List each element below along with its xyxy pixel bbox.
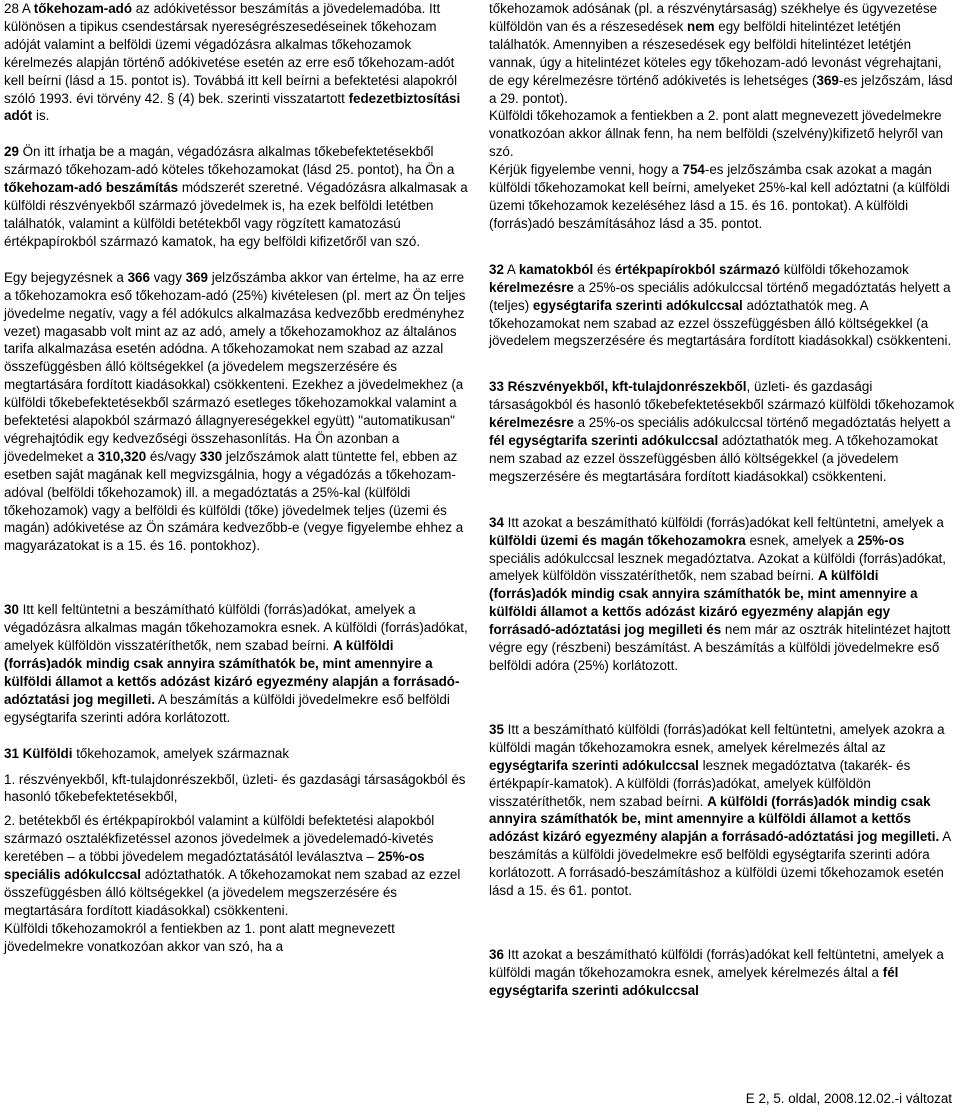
p32-text: külföldi tőkehozamok [780,261,909,277]
p29-number: 29 [4,144,19,160]
p28-text: tőkehozam-adót kell beírni (lásd a 15. pontot is). Továbbá itt kell beírni a befektetési alapokról szóló 1993. évi törvény 42. § (4) bek. szerinti visszatartott [4,54,458,106]
p30-text: Itt kell feltüntetni a beszámítható külföldi (forrás)adókat, amelyek a végadózásra alkalmas magán tőkehozamokra esnek. A külföldi (forrás)adókat, amelyek külföldön visszatéríthetők, nem szabad beírni. [4,602,468,654]
p31-text: tőkehozamok, amelyek származnak [72,745,290,761]
p34-text: esnek, amelyek a [745,532,858,548]
p34-bold: külföldi üzemi és magán tőkehozamokra [489,532,746,548]
p35-text: Itt a beszámítható külföldi (forrás)adókat kell feltüntetni, amelyek azokra a külföldi magán tőkehozamokra esnek, amelyek kérelmezés által az [489,721,945,755]
p35-number: 35 [489,721,504,737]
p33-bold: Részvényekből, kft-tulajdonrészekből [503,379,747,395]
p31-item2-text: 2. betétekből és értékpapírokból valamint a külföldi befektetési alapokból származó osztalékfizetéssel azonos jövedelmek a jövedelemadó-kivetés keretében – a többi jövedelem megadóztatásától leválasztva – [4,813,435,865]
paragraph-32 [489,261,957,351]
paragraph-34 [489,514,957,675]
p28-text: is. [32,108,50,124]
p34-bold: A külföldi (forrás)adók mindig csak annyira számíthatók be, mint amennyire a külföldi államot a kettős adózást kizáró egyezmény alapján egy forrásadó-adóztatási jog megilleti és [489,568,918,638]
p34-text: nem már az osztrák hitelintézet hajtott végre egy (részbeni) beszámítást. A beszámítás a külföldi jövedelmekre eső belföldi adóra (25%) korlátozott. [489,622,951,673]
p34-number: 34 [489,514,504,530]
p35-bold: A külföldi (forrás)adók mindig csak annyira számíthatók be, mint amennyire a külföldi államot a kettős adózást kizáró egyezmény alapján a forrásadó-adóztatási jog megilleti. [489,793,940,845]
p36-number: 36 [489,946,504,962]
p29-text: Ön itt írhatja be a magán, végadózásra alkalmas tőkebefektetésekből származó tőkehozam-adó köteles tőkehozamokat (lásd 25. pontot), ha Ön a [4,144,455,178]
paragraph-35 [489,721,957,900]
continuation-text: egy belföldi hitelintézet letétjén találhatók. Amennyiben a részesedések egy belföldi hitelintézet letétjén vannak, úgy a hitelintézet köteles egy tőkehozam-adó levonást végrehajtani, de egy kérelmezésre történő adókivetés is lehetséges ( [489,18,942,88]
p31-bold: Külföldi [18,745,73,761]
continuation-bold: 754 [682,162,705,178]
p36-text: Itt azokat a beszámítható külföldi (forrás)adókat kell feltüntetni, amelyek a külföldi magán tőkehozamokra esnek, amelyek kérelmezés által a [489,946,944,980]
p35-bold: egységtarifa szerinti adókulccsal [489,757,699,773]
p32-text: a 25%-os speciális adókulccsal történő megadóztatás helyett a (teljes) [489,279,951,313]
paragraph-31-item-1: 1. részvényekből, kft-tulajdonrészekből, üzleti- és gazdasági társaságokból és hasonló tőkebefektetésekből, [4,771,466,805]
notice-bold: 310,320 [97,448,147,464]
paragraph-notice [4,269,472,556]
paragraph-31-tail: Külföldi tőkehozamokról a fentiekben az 1. pont alatt megnevezett jövedelmekre vonatkozóan akkor van szó, ha a [4,920,395,954]
p32-bold: kamatokból [518,261,594,277]
paragraph-29 [4,143,472,250]
p36-bold: fél egységtarifa szerinti adókulccsal [489,964,899,998]
left-column [4,0,472,956]
p32-number: 32 [489,261,504,277]
p31-number: 31 [4,745,19,761]
continuation-text: -es jelzőszám, lásd a 29. pontot). [489,72,953,106]
p32-bold: egységtarifa szerinti adókulccsal [532,297,743,313]
p32-text: adóztathatók meg. A tőkehozamokat nem szabad az ezzel összefüggésben álló költségekkel (a jövedelem megszerzésére és megtartására fordított kiadásokkal) csökkenteni. [489,297,952,349]
p31-item2-text: adóztathatók. A tőkehozamokat nem szabad az ezzel összefüggésben álló költségekkel (a jövedelem megszerzésére és megtartására fordított kiadásokkal) csökkenteni. [4,867,461,918]
p28-text: jövedelemadóba. Itt különösen a tipikus csendestársak nyereségrészesedéseinek tőkehozam adóját valamint a belföldi üzemi végadózásra alkalmas tőkehozamok kérelmezés alapján történő adókivetése esetén az erre eső [4,1,441,70]
p33-bold: fél egységtarifa szerinti adókulccsal [489,433,719,449]
continuation-text: Kérjük figyelembe venni, hogy a [489,162,683,178]
continuation-text: -es jelzőszámba csak azokat a magán külföldi tőkehozamokat kell beírni, amelyeket 25%-kal kell adóztatni (a külföldi üzemi tőkehozamok kezeléséhez lásd a 15. és 16. pontokat). A külföldi (forrás)adó beszámításához lásd a 35. pontot. [489,162,950,231]
p32-text: és [593,261,615,277]
p28-text: 28 A [4,1,34,16]
right-column [489,0,957,1000]
p33-number: 33 [489,379,504,395]
p30-bold: A külföldi (forrás)adók mindig csak annyira számíthatók be, mint amennyire a külföldi államot a kettős adózást kizáró egyezmény alapján a forrásadó-adóztatási jog megilleti. [4,638,460,707]
paragraph-30 [4,601,472,726]
continuation-bold: 369 [816,72,839,88]
notice-text: jelzőszámba akkor van értelme, ha az erre a tőkehozamokra eső tőkehozam-adó (25%) kivételesen (pl. mert az Ön teljes jövedelme negatív, vagy a fél adókulcs alkalmazása kedvezőbb eredményhez vezet) magasabb volt mint az az adó, amely a tőkehozamokhoz az általános tarifa alkalmazása esetén adódna. A tőkehozamokat nem szabad az azzal összefüggésben álló költségekkel (a jövedelem megszerzésére és megtartására fordított kiadásokkal) csökkenteni. Ezekhez a jövedelmekhez (a külföldi tőkebefektetésekből származó esetleges tőkehozamokkal valamint a befektetési alapokból származó állagnyereségekkel együtt) "automatikusan" végrehajtódik egy kedvezőségi összehasonlítás. Ha Ön azonban a jövedelmeket a [4,269,466,464]
p30-number: 30 [4,602,19,618]
continuation-bold: nem [687,18,715,34]
paragraph-36 [489,946,957,1000]
notice-bold: 330 [199,448,223,464]
page-footer: E 2, 5. oldal, 2008.12.02.-i változat [745,1091,952,1106]
notice-text: és/vagy [146,448,200,464]
notice-text: jelzőszámok alatt tüntette fel, ebben az esetben saját magának kell megvizsgálnia, hogy a végadózás a tőkehozam-adóval (belföldi tőkehozamok) ill. a megadóztatás a 25%-kal (külföldi tőkehozamok) vagy a belföldi és külföldi (tőke) jövedelmek teljes (üzemi és magán) adókivetése az Ön számára kedvezőbb-e (vegye figyelembe ehhez a magyarázatokat is a 15. és 16. pontokhoz). [4,448,464,554]
p34-text: Itt azokat a beszámítható külföldi (forrás)adókat kell feltüntetni, amelyek a [503,514,944,530]
p28-text: az adókivetéssor beszámítás a [132,1,320,16]
p33-text: , üzleti- és gazdasági társaságokból és hasonló tőkebefektetésekből származó külföldi tőkehozamok [489,379,955,413]
p31-item2-bold: 25%-os speciális adókulccsal [4,849,425,883]
p29-text: módszerét szeretné. Végadózásra alkalmasak a külföldi részvényekből származó jövedelmek is, ha ezek belföldi letétben találhatók, valamint a külföldi betétekből vagy rögzített kamatozású értékpapírokból származó kamatok, ha egy belföldi kifizetőről van szó. [4,180,468,249]
paragraph-28 [4,0,472,125]
continuation-text: tőkehozamok adósának (pl. a részvénytársaság) székhelye és ügyvezetése külföldön van és a részesedések [489,1,938,34]
p35-text: A beszámítás a külföldi jövedelmekre eső belföldi egységtarifa szerinti adóra korlátozott. A forrásadó-beszámításhoz a külföldi üzemi tőkehozamok esetén lásd a 15. és 61. pontot. [489,829,951,899]
paragraph-continuation-2: Külföldi tőkehozamok a fentiekben a 2. pont alatt megnevezett jövedelmekre vonatkozóan akkor állnak fenn, ha nem belföldi (szelvény)kifizető helyről van szó. [489,108,944,160]
p34-text: speciális adókulccsal lesznek megadóztatva. Azokat a külföldi (forrás)adókat, amelyek külföldön visszatéríthetők, nem szabad beírni. [489,550,947,584]
p32-bold: értékpapírokból származó [614,261,781,277]
paragraph-31-item-2 [4,812,472,919]
p34-bold: 25%-os [857,532,905,548]
p35-text: lesznek megadóztatva (takarék- és értékpapír-kamatok). A külföldi (forrás)adókat, amelyek külföldön visszatéríthetők, nem szabad beírni. [489,757,911,809]
paragraph-33 [489,378,957,485]
notice-text: vagy [149,269,186,285]
paragraph-31 [4,745,472,763]
p33-text: a 25%-os speciális adókulccsal történő megadóztatás helyett a [573,415,951,431]
p29-bold: tőkehozam-adó beszámítás [4,180,179,196]
p28-bold: tőkehozam-adó [33,1,133,16]
p32-text: A [503,261,519,277]
paragraph-continuation [489,0,957,107]
notice-bold: 366 [127,269,150,285]
notice-bold: 369 [185,269,208,285]
notice-text: Egy bejegyzésnek a [4,269,128,285]
p33-bold: kérelmezésre [489,415,574,431]
p32-bold: kérelmezésre [489,279,574,295]
paragraph-continuation-3 [489,161,957,233]
p33-text: adóztathatók meg. A tőkehozamokat nem szabad az ezzel összefüggésben álló költségekkel (a jövedelem megszerzésére és megtartására fordított kiadásokkal) csökkenteni. [489,433,938,484]
p30-text: A beszámítás a külföldi jövedelmekre eső belföldi egységtarifa szerinti adóra korlátozott. [4,691,450,725]
p28-bold: fedezetbiztosítási adót [4,90,461,124]
